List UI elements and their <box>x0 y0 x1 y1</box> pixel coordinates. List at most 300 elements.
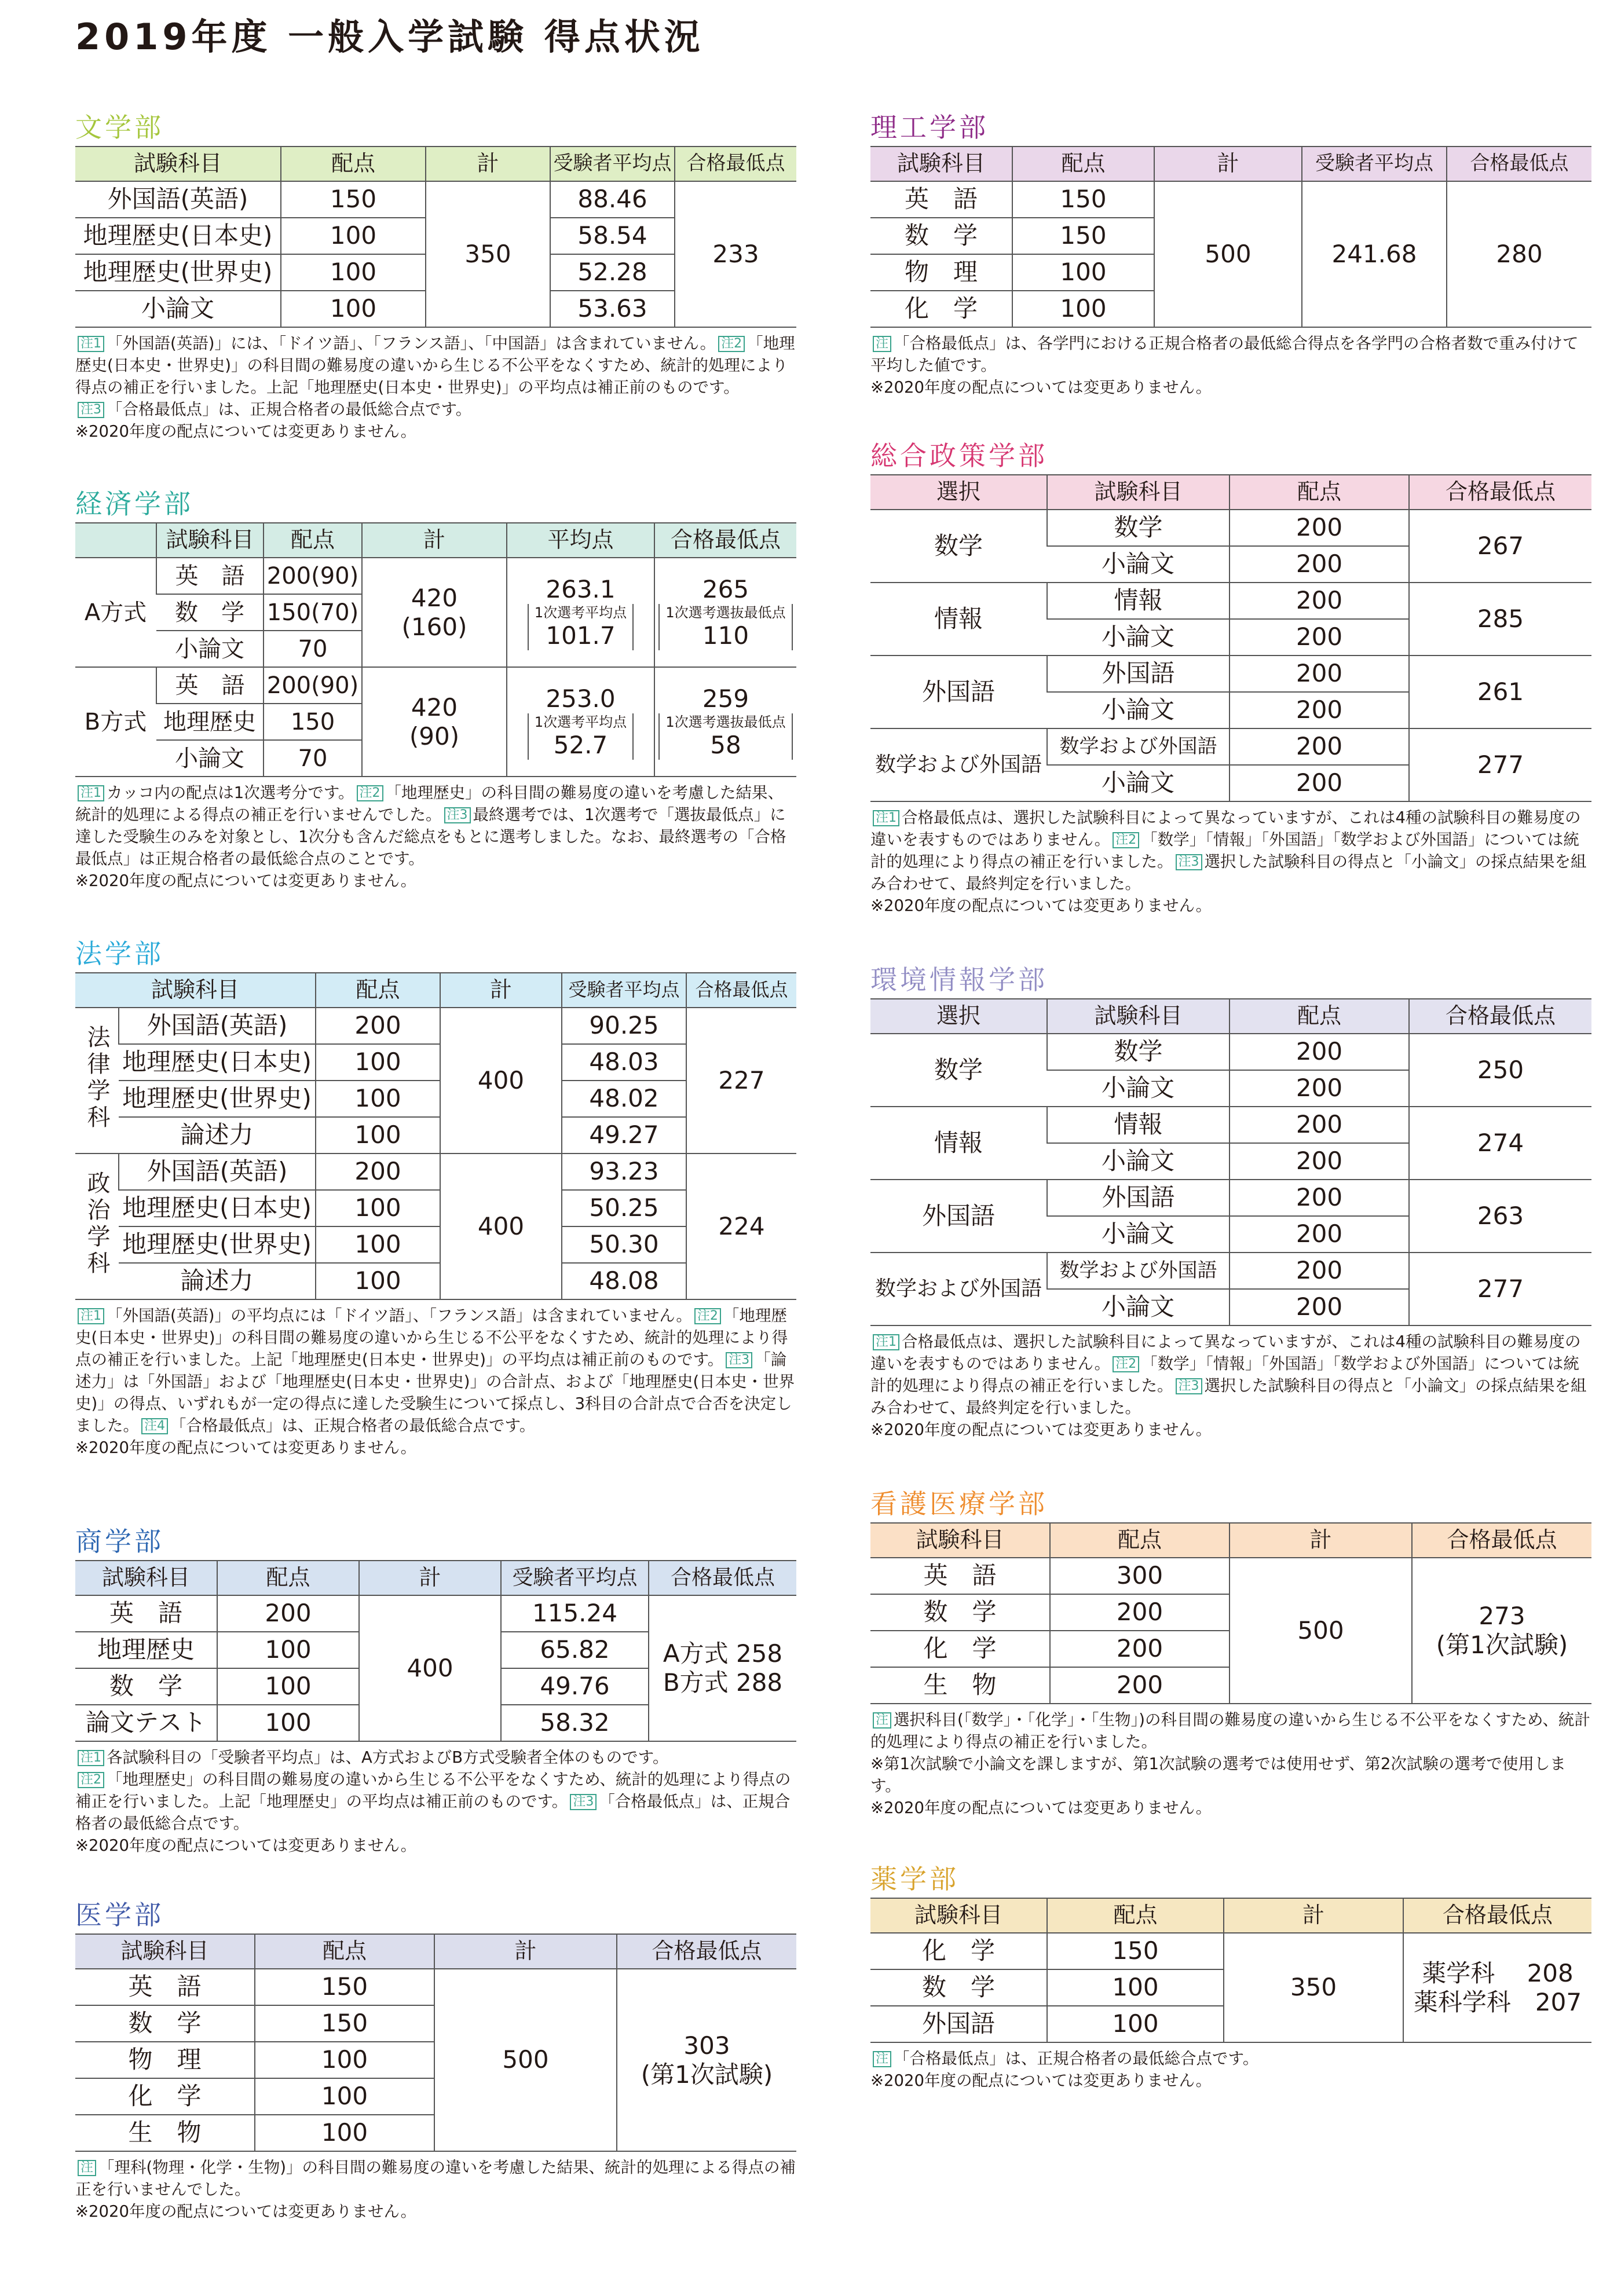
notes <box>870 332 1591 398</box>
section-title: 薬学部 <box>870 1863 959 1895</box>
subject: 小論文 <box>75 291 281 327</box>
note-text: 「外国語(英語)」には、「ドイツ語」、「フランス語」、「中国語」は含まれていません。 <box>107 334 716 353</box>
average: 50.25 <box>562 1190 686 1226</box>
subject: 英 語 <box>156 667 264 704</box>
subject: 小論文 <box>1047 1143 1230 1180</box>
total: 400 <box>440 1008 562 1154</box>
note-tail: ※2020年度の配点については変更ありません。 <box>870 2071 1212 2090</box>
note-text: 「地理歴史(日本史・世界史)」の科目間の難易度の違いから生じる不公平をなくすため、統計的処理により得点の補正を行いました。上記「地理歴史(日本史・世界史)」の平均点は補正前のものです。 <box>75 334 795 397</box>
subject: 情報 <box>1047 583 1230 619</box>
note-mark: 注1 <box>78 336 104 352</box>
note-mark: 注2 <box>694 1308 721 1324</box>
score-table <box>75 972 796 1300</box>
note-mark: 注3 <box>1176 854 1202 870</box>
note-text: 選択科目(「数学」・「化学」・「生物」)の科目間の難易度の違いから生じる不公平をなくすため、統計的処理により得点の補正を行いました。 <box>870 1711 1590 1751</box>
min-score: 303 (第1次試験) <box>617 1969 796 2151</box>
subject: 英 語 <box>870 1558 1050 1594</box>
method-label: A方式 <box>75 558 156 667</box>
average: 58.32 <box>501 1705 649 1741</box>
note-mark: 注 <box>873 2051 891 2067</box>
col-header: 選択 <box>870 475 1047 510</box>
points: 100 <box>316 1081 440 1117</box>
note-text: 「数学」「情報」「外国語」「数学および外国語」については統計的処理により得点の補正を行いました。 <box>870 830 1579 871</box>
subject: 地理歴史(日本史) <box>119 1190 316 1226</box>
note-text: 「理科(物理・化学・生物)」の科目間の難易度の違いを考慮した結果、統計的処理による得点の補正を行いませんでした。 <box>75 2158 796 2199</box>
points: 200 <box>1230 1107 1409 1143</box>
subject: 数学 <box>1047 1034 1230 1070</box>
section-shogaku <box>75 1523 796 1856</box>
col-header: 試験科目 <box>75 973 316 1008</box>
notes <box>870 2048 1591 2092</box>
points: 200(90) <box>264 558 362 594</box>
points: 200 <box>316 1154 440 1190</box>
note-mark: 注3 <box>726 1352 752 1368</box>
points: 150 <box>264 704 362 740</box>
note-text: 合格最低点は、選択した試験科目によって異なっていますが、これは4種の試験科目の難易度の違いを表すものではありません。 <box>870 1332 1581 1373</box>
selection: 外国語 <box>870 1180 1047 1253</box>
average: 263.1 1次選考平均点 101.7 <box>507 558 654 667</box>
score-table <box>870 1898 1591 2043</box>
subject: 化 学 <box>870 291 1012 327</box>
score-table <box>75 1560 796 1742</box>
points: 150 <box>1047 1933 1224 1969</box>
section-title: 環境情報学部 <box>870 964 1048 995</box>
subject: 外国語 <box>1047 1180 1230 1216</box>
min-score: 263 <box>1409 1180 1591 1253</box>
section-title: 経済学部 <box>75 488 193 519</box>
points: 100 <box>316 1044 440 1081</box>
section-sogo <box>870 437 1591 917</box>
points: 150 <box>255 2005 434 2042</box>
average: 115.24 <box>501 1595 649 1632</box>
points: 100 <box>255 2078 434 2115</box>
points: 100 <box>281 218 426 254</box>
note-mark: 注2 <box>1113 832 1139 848</box>
subject: 物 理 <box>870 254 1012 291</box>
average: 48.08 <box>562 1263 686 1299</box>
note-mark: 注3 <box>444 807 471 823</box>
min-score: 280 <box>1447 181 1591 327</box>
note-mark: 注2 <box>718 336 745 352</box>
points: 100 <box>1047 2006 1224 2042</box>
col-header: 配点 <box>316 973 440 1008</box>
subject: 論述力 <box>119 1263 316 1299</box>
points: 200 <box>1230 656 1409 692</box>
section-igaku <box>75 1896 796 2222</box>
min-score: 277 <box>1409 728 1591 801</box>
note-mark: 注2 <box>357 785 383 801</box>
average: 53.63 <box>550 291 675 327</box>
col-header: 受験者平均点 <box>550 147 675 181</box>
points: 70 <box>264 631 362 667</box>
note-text: 「地理歴史(日本史・世界史)」の科目間の難易度の違いから生じる不公平をなくすため、統計的処理により得点の補正を行いました。上記「地理歴史(日本史・世界史)」の平均点は補正前のものです。 <box>75 1306 788 1369</box>
note-text: 「合格最低点」は、正規合格者の最低総合点です。 <box>170 1416 536 1435</box>
points: 300 <box>1050 1558 1230 1594</box>
subject: 論文テスト <box>75 1705 217 1741</box>
points: 200 <box>1230 583 1409 619</box>
col-header: 計 <box>1224 1898 1403 1933</box>
average: 49.76 <box>501 1668 649 1705</box>
total: 350 <box>1224 1933 1403 2042</box>
points: 200 <box>1230 1216 1409 1253</box>
note-tail: ※2020年度の配点については変更ありません。 <box>870 378 1212 397</box>
subject: 物 理 <box>75 2042 255 2078</box>
col-header: 試験科目 <box>870 1523 1050 1558</box>
average: 65.82 <box>501 1632 649 1668</box>
min-score: 259 1次選考選抜最低点 58 <box>654 667 796 777</box>
min-score: 274 <box>1409 1107 1591 1180</box>
col-header: 配点 <box>1050 1523 1230 1558</box>
note-text: 「合格最低点」は、正規合格者の最低総合点です。 <box>75 1792 791 1833</box>
points: 100 <box>316 1117 440 1154</box>
note-text: 「合格最低点」は、各学門における正規合格者の最低総合得点を各学門の合格者数で重み付けて平均した値です。 <box>870 334 1579 375</box>
points: 100 <box>1047 1969 1224 2006</box>
section-title: 商学部 <box>75 1526 164 1557</box>
col-header: 試験科目 <box>870 147 1012 181</box>
section-yaku <box>870 1861 1591 2092</box>
total: 420 (160) <box>362 558 507 667</box>
subject: 数学および外国語 <box>1047 728 1230 765</box>
subject: 小論文 <box>156 740 264 777</box>
notes <box>870 1331 1591 1441</box>
points: 100 <box>281 291 426 327</box>
min-score: 227 <box>686 1008 796 1154</box>
selection: 数学および外国語 <box>870 728 1047 801</box>
section-keizai <box>75 485 796 892</box>
min-score: 265 1次選考選抜最低点 110 <box>654 558 796 667</box>
dept-label: 法律学科 <box>75 1008 119 1154</box>
note-mark: 注2 <box>1113 1356 1139 1372</box>
note-extra: ※第1次試験で小論文を課しますが、第1次試験の選考では使用せず、第2次試験の選考で使用します。 <box>870 1755 1566 1795</box>
col-header: 配点 <box>1230 475 1409 510</box>
col-header: 計 <box>1230 1523 1412 1558</box>
method-label: B方式 <box>75 667 156 777</box>
average: 49.27 <box>562 1117 686 1154</box>
min-score: 261 <box>1409 656 1591 728</box>
min-score: 277 <box>1409 1253 1591 1325</box>
col-header: 合格最低点 <box>654 523 796 558</box>
min-score: 224 <box>686 1154 796 1299</box>
note-text: 選択した試験科目の得点と「小論文」の採点結果を組み合わせて、最終判定を行いました。 <box>870 852 1587 893</box>
subject: 地理歴史(世界史) <box>119 1081 316 1117</box>
points: 150(70) <box>264 594 362 631</box>
average: 88.46 <box>550 181 675 218</box>
subject: 数 学 <box>870 218 1012 254</box>
col-header: 合格最低点 <box>686 973 796 1008</box>
score-table <box>75 1934 796 2152</box>
subject: 生 物 <box>870 1667 1050 1704</box>
note-text: 「数学」「情報」「外国語」「数学および外国語」については統計的処理により得点の補正を行いました。 <box>870 1354 1579 1395</box>
subject: 地理歴史(世界史) <box>119 1226 316 1263</box>
col-header: 配点 <box>1012 147 1154 181</box>
section-title: 法学部 <box>75 938 164 969</box>
col-header: 試験科目 <box>156 523 264 558</box>
subject: 外国語(英語) <box>75 181 281 218</box>
note-mark: 注3 <box>570 1794 597 1810</box>
min-score: 273 (第1次試験) <box>1412 1558 1591 1704</box>
col-header: 試験科目 <box>1047 475 1230 510</box>
selection: 数学 <box>870 510 1047 583</box>
note-text: 「合格最低点」は、正規合格者の最低総合点です。 <box>107 400 472 419</box>
points: 150 <box>281 181 426 218</box>
col-header: 受験者平均点 <box>501 1561 649 1595</box>
note-text: 「合格最低点」は、正規合格者の最低総合点です。 <box>894 2049 1259 2068</box>
subject: 数 学 <box>870 1594 1050 1631</box>
section-riko <box>870 109 1591 398</box>
col-header: 平均点 <box>507 523 654 558</box>
section-kango <box>870 1485 1591 1819</box>
subject: 数 学 <box>156 594 264 631</box>
col-header: 受験者平均点 <box>562 973 686 1008</box>
points: 200 <box>1230 1180 1409 1216</box>
average: 58.54 <box>550 218 675 254</box>
subject: 地理歴史 <box>75 1632 217 1668</box>
points: 100 <box>281 254 426 291</box>
subject: 小論文 <box>1047 546 1230 583</box>
average: 90.25 <box>562 1008 686 1044</box>
points: 200 <box>1230 1034 1409 1070</box>
col-header <box>75 523 156 558</box>
subject: 英 語 <box>75 1595 217 1632</box>
subject: 論述力 <box>119 1117 316 1154</box>
points: 200 <box>1230 1289 1409 1325</box>
col-header: 試験科目 <box>75 1561 217 1595</box>
average: 253.0 1次選考平均点 52.7 <box>507 667 654 777</box>
col-header: 試験科目 <box>75 1934 255 1969</box>
section-bungaku <box>75 109 796 442</box>
note-mark: 注4 <box>141 1418 168 1434</box>
col-header: 計 <box>1154 147 1302 181</box>
score-table <box>75 146 796 328</box>
note-text: 合格最低点は、選択した試験科目によって異なっていますが、これは4種の試験科目の難易度の違いを表すものではありません。 <box>870 808 1581 849</box>
total: 350 <box>426 181 550 327</box>
points: 100 <box>217 1705 359 1741</box>
page-title: 2019年度 一般入学試験 得点状況 <box>75 16 704 58</box>
points: 100 <box>255 2115 434 2151</box>
note-mark: 注 <box>873 1712 891 1729</box>
total: 400 <box>440 1154 562 1299</box>
subject: 化 学 <box>870 1933 1047 1969</box>
note-mark: 注1 <box>78 785 104 801</box>
points: 200 <box>1230 546 1409 583</box>
notes <box>75 1746 796 1856</box>
subject: 数 学 <box>75 2005 255 2042</box>
note-tail: ※2020年度の配点については変更ありません。 <box>75 1836 417 1855</box>
col-header: 配点 <box>1230 999 1409 1034</box>
notes <box>870 807 1591 917</box>
col-header: 計 <box>440 973 562 1008</box>
note-mark: 注1 <box>78 1750 104 1766</box>
subject: 化 学 <box>870 1631 1050 1667</box>
subject: 数 学 <box>75 1668 217 1705</box>
col-header: 配点 <box>264 523 362 558</box>
note-text: 各試験科目の「受験者平均点」は、A方式およびB方式受験者全体のものです。 <box>107 1748 669 1767</box>
subject: 小論文 <box>1047 619 1230 656</box>
average: 48.03 <box>562 1044 686 1081</box>
notes <box>870 1709 1591 1819</box>
total: 400 <box>359 1595 501 1741</box>
points: 200 <box>1230 510 1409 546</box>
col-header: 受験者平均点 <box>1302 147 1447 181</box>
note-text: 「外国語(英語)」の平均点には「ドイツ語」、「フランス語」は含まれていません。 <box>107 1306 692 1325</box>
note-tail: ※2020年度の配点については変更ありません。 <box>870 896 1212 915</box>
min-score: 233 <box>675 181 796 327</box>
section-title: 医学部 <box>75 1899 164 1931</box>
selection: 情報 <box>870 1107 1047 1180</box>
subject: 外国語(英語) <box>119 1154 316 1190</box>
section-kankyo <box>870 961 1591 1441</box>
points: 150 <box>1012 181 1154 218</box>
col-header: 合格最低点 <box>1403 1898 1591 1933</box>
points: 200(90) <box>264 667 362 704</box>
note-mark: 注2 <box>78 1772 104 1788</box>
subject: 数 学 <box>870 1969 1047 2006</box>
points: 150 <box>1012 218 1154 254</box>
note-tail: ※2020年度の配点については変更ありません。 <box>870 1420 1212 1439</box>
points: 100 <box>1012 291 1154 327</box>
points: 100 <box>316 1226 440 1263</box>
points: 200 <box>1230 1070 1409 1107</box>
col-header: 合格最低点 <box>1409 475 1591 510</box>
min-score: 267 <box>1409 510 1591 583</box>
note-tail: ※2020年度の配点については変更ありません。 <box>75 422 417 441</box>
total: 420 (90) <box>362 667 507 777</box>
col-header: 合格最低点 <box>1412 1523 1591 1558</box>
points: 100 <box>255 2042 434 2078</box>
subject: 情報 <box>1047 1107 1230 1143</box>
score-table <box>75 522 796 777</box>
min-score: 285 <box>1409 583 1591 656</box>
selection: 情報 <box>870 583 1047 656</box>
subject: 地理歴史(日本史) <box>119 1044 316 1081</box>
subject: 小論文 <box>1047 1289 1230 1325</box>
col-header: 配点 <box>281 147 426 181</box>
note-tail: ※2020年度の配点については変更ありません。 <box>75 871 417 890</box>
note-text: 「地理歴史」の科目間の難易度の違いから生じる不公平をなくすため、統計的処理により得点の補正を行いました。上記「地理歴史」の平均点は補正前のものです。 <box>75 1770 791 1811</box>
min-score: 250 <box>1409 1034 1591 1107</box>
col-header: 合格最低点 <box>1447 147 1591 181</box>
points: 100 <box>217 1668 359 1705</box>
note-mark: 注3 <box>78 402 104 418</box>
note-mark: 注1 <box>873 1334 899 1350</box>
average: 52.28 <box>550 254 675 291</box>
col-header: 計 <box>426 147 550 181</box>
subject: 英 語 <box>75 1969 255 2005</box>
section-hogaku <box>75 935 796 1459</box>
score-table <box>870 146 1591 328</box>
col-header: 合格最低点 <box>649 1561 796 1595</box>
note-text: 「地理歴史」の科目間の難易度の違いを考慮した結果、統計的処理による得点の補正を行いませんでした。 <box>75 783 784 824</box>
note-text: 最終選考では、1次選考で「選抜最低点」に達した受験生のみを対象とし、1次分も含んだ総点をもとに選考しました。なお、最終選考の「合格最低点」は正規合格者の最低総合点のことです。 <box>75 805 786 868</box>
points: 200 <box>1230 765 1409 801</box>
points: 200 <box>217 1595 359 1632</box>
score-table <box>870 474 1591 802</box>
score-table <box>870 1522 1591 1704</box>
subject: 小論文 <box>1047 1216 1230 1253</box>
points: 100 <box>217 1632 359 1668</box>
average: 50.30 <box>562 1226 686 1263</box>
notes <box>75 1305 796 1459</box>
points: 200 <box>1230 619 1409 656</box>
note-tail: ※2020年度の配点については変更ありません。 <box>75 1438 417 1457</box>
subject: 地理歴史(世界史) <box>75 254 281 291</box>
note-text: 「論述力」は「外国語」および「地理歴史(日本史・世界史)」の合計点、および「地理歴史(日本史・世界史)」の得点、いずれもが一定の得点に達した受験生について採点し、3科目の合計点で合否を決定しました。 <box>75 1350 795 1435</box>
points: 200 <box>316 1008 440 1044</box>
points: 70 <box>264 740 362 777</box>
col-header: 選択 <box>870 999 1047 1034</box>
total: 500 <box>434 1969 617 2151</box>
col-header: 配点 <box>217 1561 359 1595</box>
note-tail: ※2020年度の配点については変更ありません。 <box>870 1799 1212 1817</box>
section-title: 看護医療学部 <box>870 1488 1048 1519</box>
subject: 地理歴史 <box>156 704 264 740</box>
col-header: 配点 <box>255 1934 434 1969</box>
note-mark: 注 <box>873 336 891 352</box>
subject: 小論文 <box>1047 1070 1230 1107</box>
note-tail: ※2020年度の配点については変更ありません。 <box>75 2202 417 2221</box>
col-header: 試験科目 <box>870 1898 1047 1933</box>
section-title: 総合政策学部 <box>870 440 1048 471</box>
note-mark: 注 <box>78 2160 96 2176</box>
selection: 外国語 <box>870 656 1047 728</box>
note-mark: 注1 <box>78 1308 104 1324</box>
col-header: 配点 <box>1047 1898 1224 1933</box>
subject: 外国語 <box>870 2006 1047 2042</box>
note-mark: 注1 <box>873 810 899 826</box>
subject: 数学および外国語 <box>1047 1253 1230 1289</box>
subject: 外国語 <box>1047 656 1230 692</box>
points: 200 <box>1050 1631 1230 1667</box>
subject: 生 物 <box>75 2115 255 2151</box>
min-score: A方式 258 B方式 288 <box>649 1595 796 1741</box>
notes <box>75 782 796 892</box>
total: 500 <box>1154 181 1302 327</box>
note-mark: 注3 <box>1176 1378 1202 1394</box>
col-header: 試験科目 <box>1047 999 1230 1034</box>
total: 500 <box>1230 1558 1412 1704</box>
note-text: 選択した試験科目の得点と「小論文」の採点結果を組み合わせて、最終判定を行いました。 <box>870 1376 1587 1417</box>
notes <box>75 332 796 442</box>
section-title: 文学部 <box>75 112 164 143</box>
note-text: カッコ内の配点は1次選考分です。 <box>107 783 354 802</box>
points: 200 <box>1230 728 1409 765</box>
section-title: 理工学部 <box>870 112 989 143</box>
subject: 小論文 <box>1047 765 1230 801</box>
points: 200 <box>1230 1143 1409 1180</box>
selection: 数学 <box>870 1034 1047 1107</box>
average: 241.68 <box>1302 181 1447 327</box>
subject: 英 語 <box>156 558 264 594</box>
subject: 地理歴史(日本史) <box>75 218 281 254</box>
points: 100 <box>316 1263 440 1299</box>
min-score: 薬学科 208 薬科学科 207 <box>1403 1933 1591 2042</box>
average: 48.02 <box>562 1081 686 1117</box>
points: 200 <box>1230 692 1409 728</box>
col-header: 試験科目 <box>75 147 281 181</box>
points: 200 <box>1050 1594 1230 1631</box>
points: 200 <box>1050 1667 1230 1704</box>
points: 100 <box>316 1190 440 1226</box>
col-header: 合格最低点 <box>675 147 796 181</box>
points: 150 <box>255 1969 434 2005</box>
score-table <box>870 998 1591 1326</box>
col-header: 計 <box>359 1561 501 1595</box>
col-header: 合格最低点 <box>1409 999 1591 1034</box>
subject: 小論文 <box>1047 692 1230 728</box>
points: 200 <box>1230 1253 1409 1289</box>
dept-label: 政治学科 <box>75 1154 119 1299</box>
subject: 化 学 <box>75 2078 255 2115</box>
